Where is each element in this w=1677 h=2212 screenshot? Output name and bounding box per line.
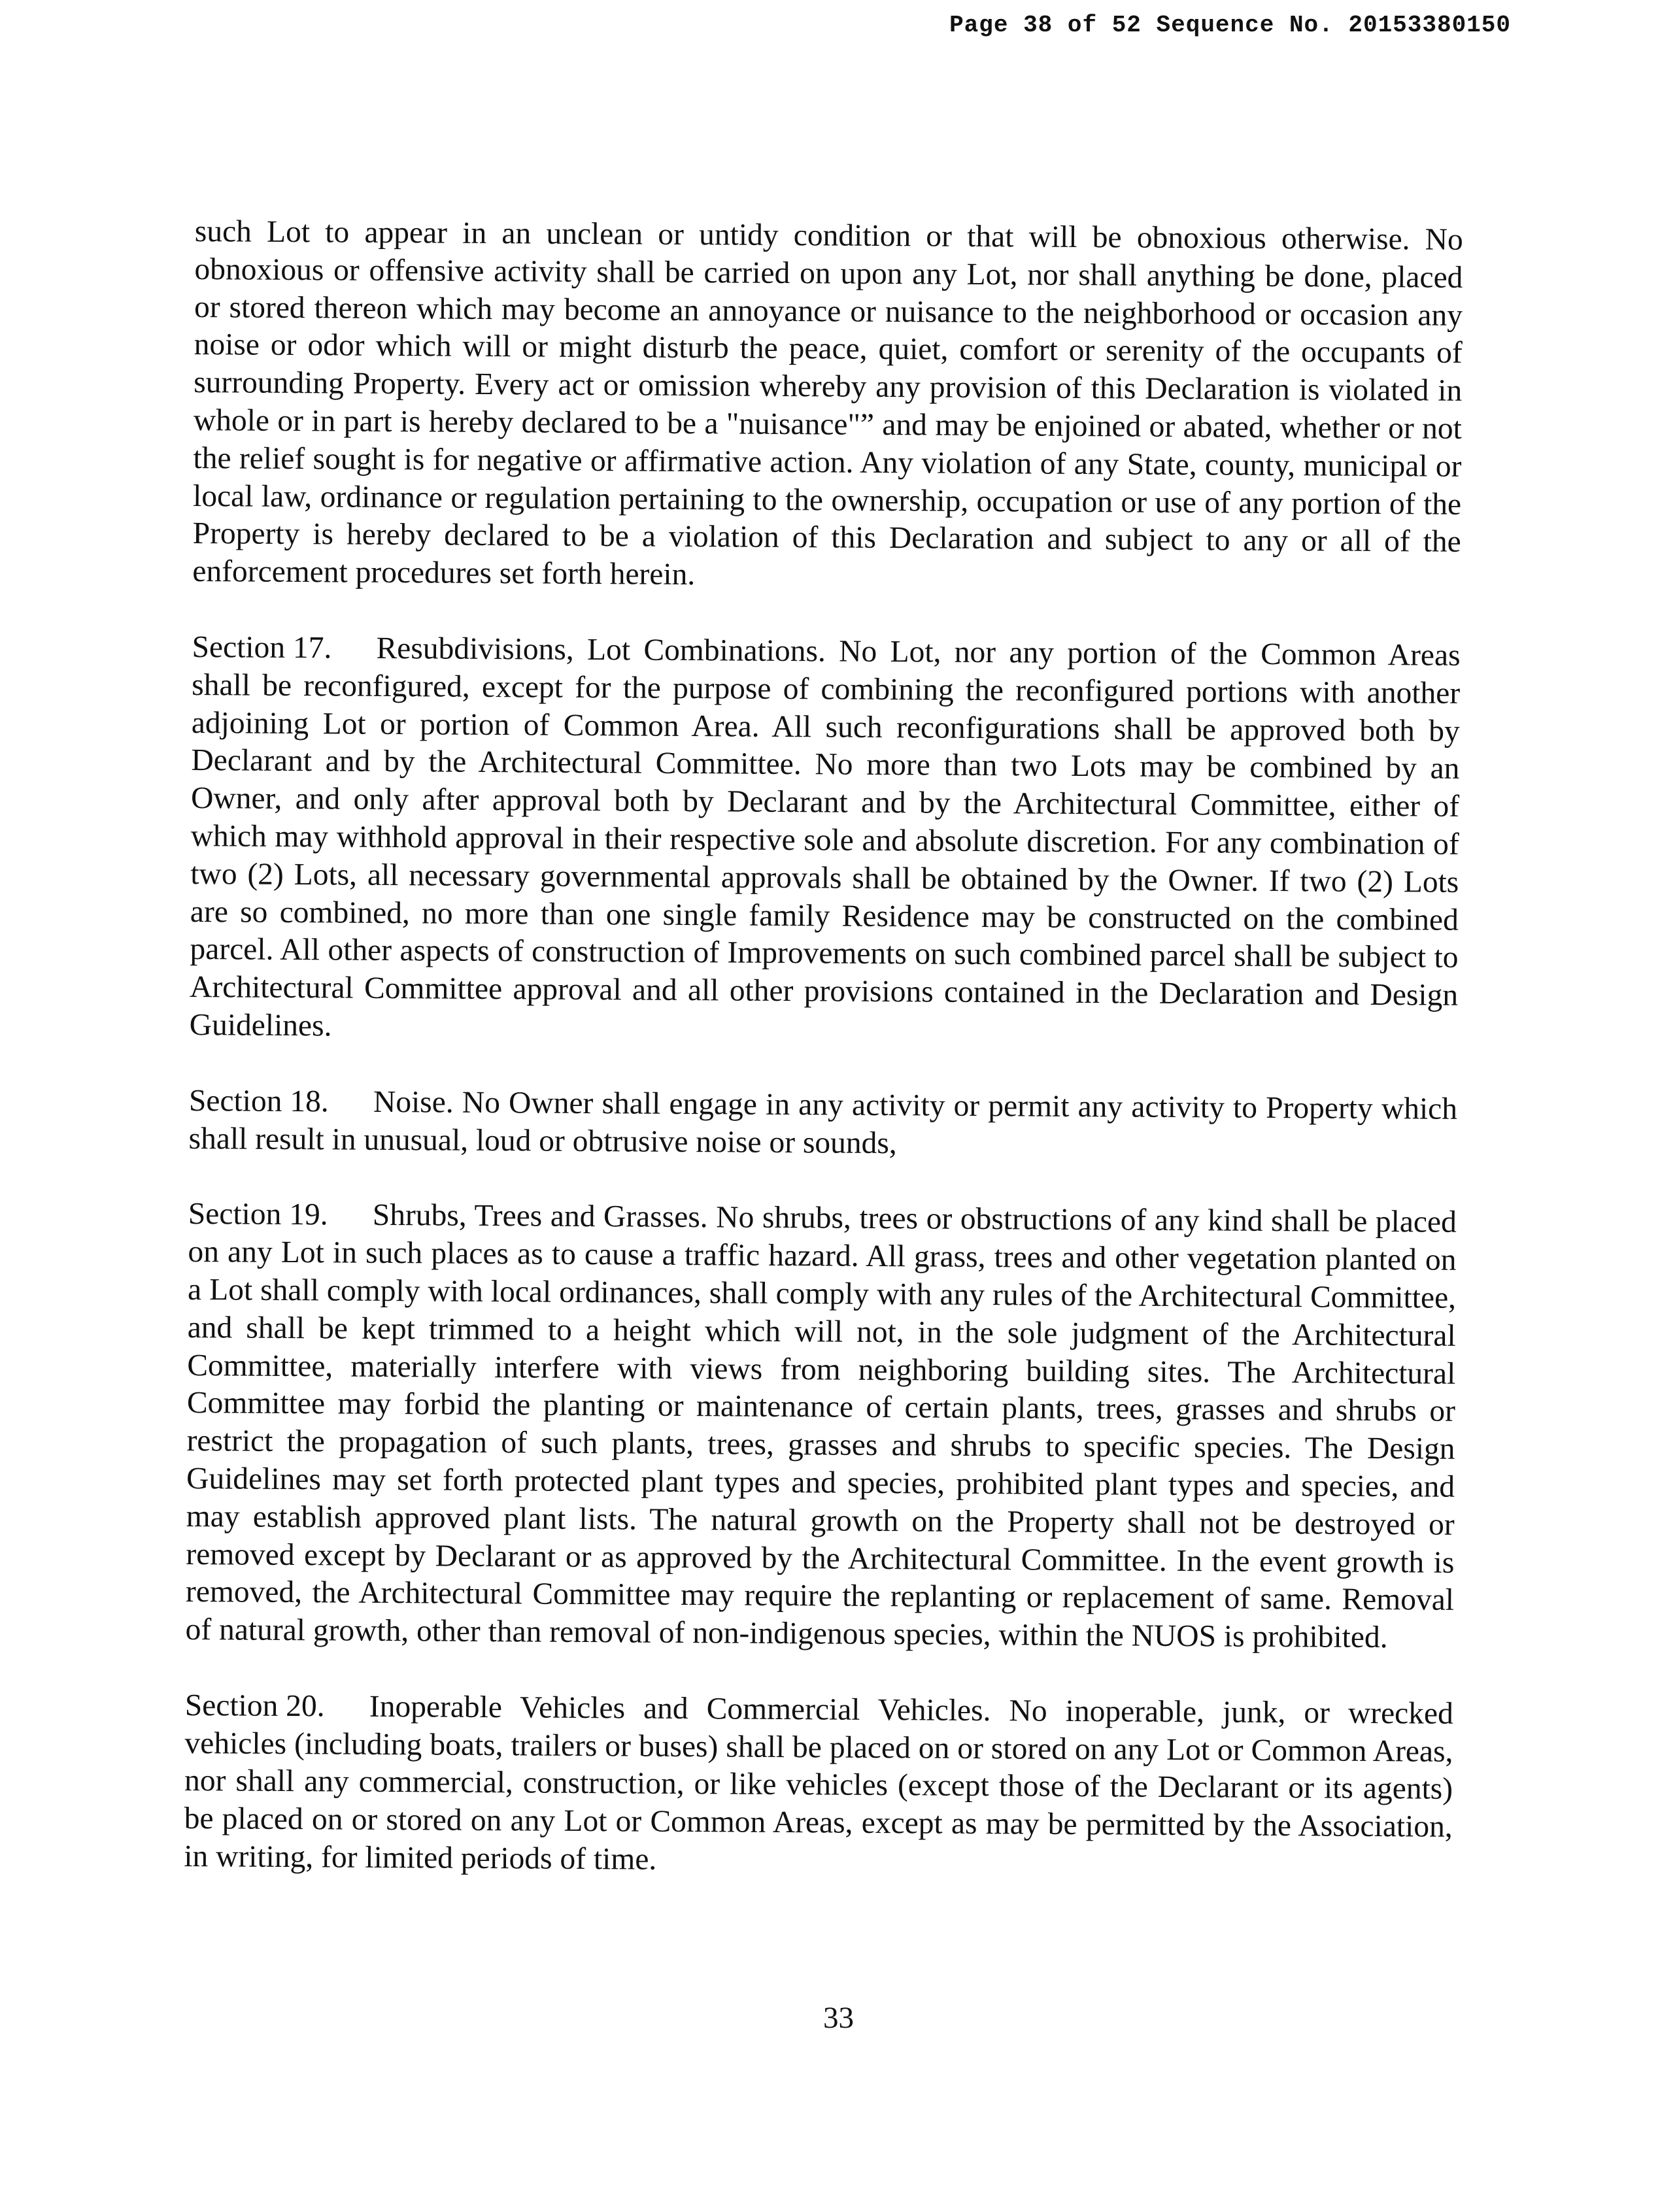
- section-number: Section 20.: [184, 1688, 325, 1724]
- section-18-paragraph: [188, 1082, 1457, 1166]
- paragraph-text: Shrubs, Trees and Grasses. No shrubs, trees or obstructions of any kind shall be placed on any Lot in such places as to cause a traffic hazard. All grass, trees and other vegetation planted on a Lot shall comply with local ordinances, shall comply with any rules of the Architectural Committee, and shall be kept trimmed to a height which will not, in the sole judgment of the Architectural Committee, materially interfere with views from neighboring building sites. The Architectural Committee may forbid the planting or maintenance of certain plants, trees, grasses and shrubs or restrict the propagation of such plants, trees, grasses and shrubs to specific species. The Design Guidelines may set forth protected plant types and species, prohibited plant types and species, and may establish approved plant lists. The natural growth on the Property shall not be destroyed or removed except by Declarant or as approved by the Architectural Committee. In the event growth is removed, the Architectural Committee may require the replanting or replacement of same. Removal of natural growth, other than removal of non-indigenous species, within the NUOS is prohibited.: [185, 1198, 1457, 1655]
- section-number: Section 17.: [192, 629, 332, 665]
- paragraph-text: Resubdivisions, Lot Combinations. No Lot, nor any portion of the Common Areas shall be reconfigured, except for the purpose of combining the reconfigured portions with another adjoining Lot or portion of Common Area. All such reconfigurations shall be approved both by Declarant and by the Architectural Committee. No more than two Lots may be combined by an Owner, and only after approval both by Declarant and by the Architectural Committee, either of which may withhold approval in their respective sole and absolute discretion. For any combination of two (2) Lots, all necessary governmental approvals shall be obtained by the Owner. If two (2) Lots are so combined, no more than one single family Residence may be constructed on the combined parcel. All other aspects of construction of Improvements on such combined parcel shall be subject to Architectural Committee approval and all other provisions contained in the Declaration and Design Guidelines.: [189, 631, 1461, 1043]
- paragraph-text: Inoperable Vehicles and Commercial Vehicles. No inoperable, junk, or wrecked vehicles (including boats, trailers or buses) shall be placed on or stored on any Lot or Common Areas, nor shall any commercial, construction, or like vehicles (except those of the Declarant or its agents) be placed on or stored on any Lot or Common Areas, except as may be permitted by the Association, in writing, for limited periods of time.: [184, 1689, 1453, 1877]
- paragraph-text: such Lot to appear in an unclean or untidy condition or that will be obnoxious otherwise. No obnoxious or offensive activity shall be carried on upon any Lot, nor shall anything be done, placed or stored thereon which may become an annoyance or nuisance to the neighborhood or occasion any noise or odor which will or might disturb the peace, quiet, comfort or serenity of the occupants of surrounding Property. Every act or omission whereby any provision of this Declaration is violated in whole or in part is hereby declared to be a "nuisance"” and may be enjoined or abated, whether or not the relief sought is for negative or affirmative action. Any violation of any State, county, municipal or local law, ordinance or regulation pertaining to the ownership, occupation or use of any portion of the Property is hereby declared to be a violation of this Declaration and subject to any or all of the enforcement procedures set forth herein.: [192, 214, 1463, 592]
- section-number: Section 19.: [188, 1197, 328, 1232]
- section-19-paragraph: [185, 1196, 1457, 1657]
- section-number: Section 18.: [188, 1083, 329, 1119]
- page-sequence-header: Page 38 of 52 Sequence No. 20153380150: [949, 12, 1511, 39]
- paragraph-continuation: [192, 213, 1463, 599]
- section-20-paragraph: [184, 1687, 1453, 1885]
- section-17-paragraph: [190, 629, 1461, 1053]
- document-body: [184, 213, 1463, 1922]
- page-number: 33: [823, 2001, 854, 2035]
- paragraph-text: Noise. No Owner shall engage in any activity or permit any activity to Property which shall result in unusual, loud or obtrusive noise or sounds,: [188, 1084, 1458, 1160]
